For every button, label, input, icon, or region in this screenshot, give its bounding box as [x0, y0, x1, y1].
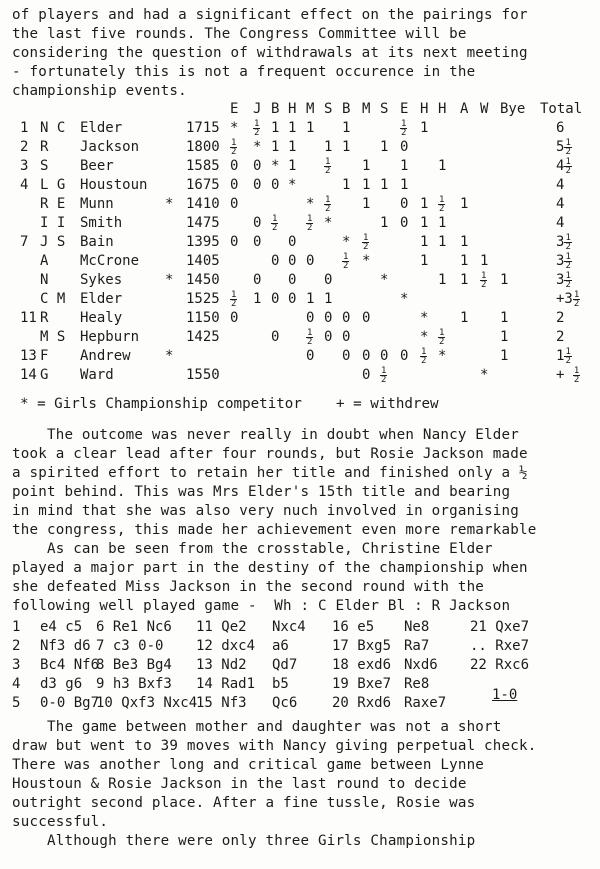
- text-line: a spirited effort to retain her title and finished only a ½: [12, 465, 528, 481]
- crosstable-result: 0: [230, 310, 239, 326]
- crosstable-result: $\frac{1}{2}$: [363, 232, 369, 252]
- move-cell: 13 Nd2: [196, 657, 247, 673]
- crosstable-initials: R: [40, 139, 49, 155]
- crosstable-result: 0: [324, 329, 333, 345]
- crosstable-initials: M S: [40, 329, 66, 345]
- crosstable-star: *: [165, 348, 174, 364]
- crosstable-result: 1: [480, 253, 489, 269]
- crosstable-result: 1: [500, 310, 509, 326]
- crosstable-result: 1: [288, 120, 297, 136]
- crosstable-result: 1: [420, 120, 429, 136]
- text-line: in mind that she was also very nuch involved in organising: [12, 503, 520, 519]
- crosstable-result: 0: [230, 177, 239, 193]
- crosstable-name: McCrone: [80, 253, 140, 269]
- crosstable-place: 11: [20, 310, 37, 326]
- crosstable-rating: 1675: [186, 177, 220, 193]
- crosstable-total: +3 $\frac{1}{2}$: [556, 289, 580, 309]
- text-line: outright second place. After a fine tussle, Rosie was: [12, 795, 476, 811]
- crosstable-result: 1: [438, 234, 447, 250]
- crosstable-result: *: [400, 291, 409, 307]
- move-cell: 9 h3 Bxf3: [96, 676, 172, 692]
- crosstable-result: 0: [380, 348, 389, 364]
- text-line: following well played game - Wh : C Elder Bl : R Jackson: [12, 598, 511, 614]
- move-cell: 17 Bxg5: [332, 638, 392, 654]
- text-line: The outcome was never really in doubt when Nancy Elder: [12, 427, 520, 443]
- crosstable-name: Jackson: [80, 139, 140, 155]
- crosstable-rating: 1410: [186, 196, 220, 212]
- text-line: the last five rounds. The Congress Committee will be: [12, 26, 467, 42]
- text-line: of players and had a significant effect on the pairings for: [12, 7, 528, 23]
- crosstable-result: 0: [342, 348, 351, 364]
- intro-paragraph: [12, 6, 592, 101]
- crosstable-result: 0: [288, 272, 297, 288]
- crosstable-result: 1: [362, 177, 371, 193]
- move-cell: a6: [272, 638, 289, 654]
- crosstable-header: A: [460, 101, 469, 117]
- crosstable-result: 0: [288, 234, 297, 250]
- crosstable-name: Houstoun: [80, 177, 148, 193]
- crosstable-result: 0: [253, 158, 262, 174]
- crosstable-rating: 1800: [186, 139, 220, 155]
- crosstable-name: Munn: [80, 196, 114, 212]
- crosstable-result: 1: [253, 291, 262, 307]
- crosstable-result: $\frac{1}{2}$: [401, 118, 407, 138]
- move-cell: 2: [12, 638, 21, 654]
- crosstable-result: 1: [460, 234, 469, 250]
- crosstable-result: *: [230, 120, 239, 136]
- crosstable-result: 0: [306, 310, 315, 326]
- crosstable-place: 3: [20, 158, 29, 174]
- crosstable-initials: R E: [40, 196, 66, 212]
- crosstable-result: *: [324, 215, 333, 231]
- crosstable-total: 5 $\frac{1}{2}$: [556, 137, 571, 157]
- crosstable-initials: R: [40, 310, 49, 326]
- crosstable-total: 1 $\frac{1}{2}$: [556, 346, 571, 366]
- crosstable-initials: G: [40, 367, 49, 383]
- crosstable-result: 0: [271, 291, 280, 307]
- move-cell: d3 g6: [40, 676, 83, 692]
- crosstable-result: 0: [288, 291, 297, 307]
- crosstable-result: $\frac{1}{2}$: [343, 251, 349, 271]
- crosstable-result: 0: [288, 253, 297, 269]
- crosstable-initials: A: [40, 253, 49, 269]
- move-cell: Ra7: [404, 638, 430, 654]
- crosstable-result: 0: [271, 177, 280, 193]
- crosstable-rating: 1395: [186, 234, 220, 250]
- crosstable-header: B: [342, 101, 351, 117]
- crosstable-total: 2: [556, 329, 565, 345]
- crosstable-result: 1: [500, 329, 509, 345]
- crosstable-header: E: [230, 101, 239, 117]
- crosstable-name: Bain: [80, 234, 114, 250]
- crosstable-result: 0: [306, 253, 315, 269]
- crosstable-result: 1: [288, 139, 297, 155]
- crosstable-result: $\frac{1}{2}$: [307, 327, 313, 347]
- crosstable-result: 0: [306, 348, 315, 364]
- crosstable-result: *: [253, 139, 262, 155]
- crosstable-header: H: [438, 101, 447, 117]
- crosstable-result: 0: [400, 139, 409, 155]
- crosstable-result: 1: [342, 139, 351, 155]
- crosstable-rating: 1475: [186, 215, 220, 231]
- crosstable-result: 1: [460, 310, 469, 326]
- crosstable-name: Beer: [80, 158, 114, 174]
- crosstable-total: 6: [556, 120, 565, 136]
- crosstable-place: 14: [20, 367, 37, 383]
- move-cell: Nf3 d6: [40, 638, 91, 654]
- crosstable-result: 1: [500, 348, 509, 364]
- crosstable-total: + $\frac{1}{2}$: [556, 365, 580, 385]
- crosstable-initials: N: [40, 272, 49, 288]
- crosstable-result: 0: [253, 272, 262, 288]
- crosstable-rating: 1150: [186, 310, 220, 326]
- move-cell: b5: [272, 676, 289, 692]
- crosstable-result: 1: [362, 196, 371, 212]
- move-cell: 19 Bxe7: [332, 676, 392, 692]
- crosstable-result: 0: [271, 329, 280, 345]
- move-cell: Raxe7: [404, 695, 447, 711]
- crosstable-result: 1: [500, 272, 509, 288]
- crosstable-legend: * = Girls Championship competitor + = withdrew: [20, 396, 439, 412]
- move-cell: 14 Rad1: [196, 676, 256, 692]
- crosstable-result: 1: [460, 272, 469, 288]
- crosstable-result: 0: [362, 348, 371, 364]
- crosstable-result: 0: [230, 234, 239, 250]
- crosstable-result: 1: [420, 234, 429, 250]
- crosstable-place: 7: [20, 234, 29, 250]
- crosstable-rating: 1585: [186, 158, 220, 174]
- crosstable-name: Elder: [80, 120, 123, 136]
- crosstable-result: 1: [271, 120, 280, 136]
- crosstable-initials: J S: [40, 234, 66, 250]
- game-moves: [0, 618, 600, 718]
- crosstable-total: 4: [556, 177, 565, 193]
- crosstable-result: *: [420, 310, 429, 326]
- crosstable-result: 0: [230, 196, 239, 212]
- crosstable-result: 0: [362, 367, 371, 383]
- crosstable-header: J: [253, 101, 262, 117]
- move-cell: 4: [12, 676, 21, 692]
- crosstable-result: *: [380, 272, 389, 288]
- crosstable-result: 1: [324, 291, 333, 307]
- move-cell: 0-0 Bg7: [40, 695, 100, 711]
- crosstable-place: 1: [20, 120, 29, 136]
- text-line: she defeated Miss Jackson in the second round with the: [12, 579, 485, 595]
- text-line: took a clear lead after four rounds, but Rosie Jackson made: [12, 446, 528, 462]
- crosstable-result: *: [271, 158, 280, 174]
- text-line: As can be seen from the crosstable, Christine Elder: [12, 541, 493, 557]
- move-cell: Re8: [404, 676, 430, 692]
- text-line: the congress, this made her achievement even more remarkable: [12, 522, 537, 538]
- move-cell: 21 Qxe7: [470, 619, 530, 635]
- crosstable: [0, 100, 600, 400]
- crosstable-result: *: [342, 234, 351, 250]
- crosstable-result: *: [420, 329, 429, 345]
- crosstable-result: 0: [253, 234, 262, 250]
- crosstable-result: $\frac{1}{2}$: [272, 213, 278, 233]
- crosstable-total: 4: [556, 196, 565, 212]
- crosstable-result: 0: [362, 310, 371, 326]
- crosstable-result: 1: [420, 253, 429, 269]
- crosstable-result: 1: [342, 120, 351, 136]
- crosstable-result: 0: [342, 329, 351, 345]
- crosstable-star: *: [165, 272, 174, 288]
- crosstable-total: 4: [556, 215, 565, 231]
- crosstable-result: 1: [438, 215, 447, 231]
- crosstable-result: 1: [380, 215, 389, 231]
- crosstable-result: 1: [400, 177, 409, 193]
- crosstable-header: S: [380, 101, 389, 117]
- crosstable-result: 0: [253, 215, 262, 231]
- crosstable-result: 1: [342, 177, 351, 193]
- crosstable-result: *: [480, 367, 489, 383]
- crosstable-result: 1: [288, 158, 297, 174]
- crosstable-header: W: [480, 101, 489, 117]
- crosstable-rating: 1715: [186, 120, 220, 136]
- text-line: point behind. This was Mrs Elder's 15th title and bearing: [12, 484, 511, 500]
- crosstable-place: 4: [20, 177, 29, 193]
- crosstable-result: *: [306, 196, 315, 212]
- crosstable-result: $\frac{1}{2}$: [231, 137, 237, 157]
- crosstable-result: $\frac{1}{2}$: [481, 270, 487, 290]
- crosstable-result: 1: [362, 158, 371, 174]
- crosstable-result: 1: [460, 196, 469, 212]
- move-cell: 10 Qxf3 Nxc4: [96, 695, 198, 711]
- text-line: The game between mother and daughter was not a short: [12, 719, 502, 735]
- crosstable-total: 2: [556, 310, 565, 326]
- crosstable-result: 1: [380, 139, 389, 155]
- crosstable-name: Andrew: [80, 348, 131, 364]
- crosstable-total: 3 $\frac{1}{2}$: [556, 270, 571, 290]
- move-cell: .. Rxe7: [470, 638, 530, 654]
- crosstable-result: 0: [400, 196, 409, 212]
- crosstable-rating: 1425: [186, 329, 220, 345]
- move-cell: Qd7: [272, 657, 298, 673]
- crosstable-name: Ward: [80, 367, 114, 383]
- text-line: Houstoun & Rosie Jackson in the last round to decide: [12, 776, 467, 792]
- text-line: Although there were only three Girls Championship: [12, 833, 476, 849]
- move-cell: 22 Rxc6: [470, 657, 530, 673]
- crosstable-place: 2: [20, 139, 29, 155]
- report-paragraph: [12, 426, 592, 616]
- crosstable-initials: F: [40, 348, 49, 364]
- crosstable-header: S: [324, 101, 333, 117]
- crosstable-result: 0: [324, 310, 333, 326]
- crosstable-result: 0: [271, 253, 280, 269]
- crosstable-result: 1: [324, 139, 333, 155]
- move-cell: 5: [12, 695, 21, 711]
- crosstable-total: 3 $\frac{1}{2}$: [556, 232, 571, 252]
- text-line: There was another long and critical game between Lynne: [12, 757, 485, 773]
- game-result: 1-0: [492, 687, 518, 703]
- crosstable-place: 13: [20, 348, 37, 364]
- crosstable-header: H: [420, 101, 429, 117]
- move-cell: 6 Re1 Nc6: [96, 619, 172, 635]
- crosstable-result: $\frac{1}{2}$: [325, 156, 331, 176]
- move-cell: Nxc4: [272, 619, 306, 635]
- move-cell: Nxd6: [404, 657, 438, 673]
- move-cell: 20 Rxd6: [332, 695, 392, 711]
- crosstable-result: *: [438, 348, 447, 364]
- crosstable-header: H: [288, 101, 297, 117]
- crosstable-result: 0: [230, 158, 239, 174]
- crosstable-rating: 1525: [186, 291, 220, 307]
- move-cell: 8 Be3 Bg4: [96, 657, 172, 673]
- crosstable-result: 1: [306, 291, 315, 307]
- crosstable-result: 0: [400, 348, 409, 364]
- move-cell: 18 exd6: [332, 657, 392, 673]
- crosstable-result: $\frac{1}{2}$: [381, 365, 387, 385]
- text-line: championship events.: [12, 83, 187, 99]
- move-cell: 15 Nf3: [196, 695, 247, 711]
- text-line: considering the question of withdrawals at its next meeting: [12, 45, 528, 61]
- crosstable-result: 1: [420, 215, 429, 231]
- text-line: - fortunately this is not a frequent occurence in the: [12, 64, 476, 80]
- crosstable-result: 1: [460, 253, 469, 269]
- crosstable-result: 1: [271, 139, 280, 155]
- move-cell: 3: [12, 657, 21, 673]
- crosstable-header: Bye: [500, 101, 526, 117]
- move-cell: 1: [12, 619, 21, 635]
- move-cell: Qc6: [272, 695, 298, 711]
- crosstable-initials: N C: [40, 120, 66, 136]
- crosstable-star: *: [165, 196, 174, 212]
- crosstable-result: 1: [438, 158, 447, 174]
- crosstable-result: 0: [400, 215, 409, 231]
- move-cell: Bc4 Nf6: [40, 657, 100, 673]
- crosstable-result: 1: [380, 177, 389, 193]
- text-line: played a major part in the destiny of the championship when: [12, 560, 528, 576]
- move-cell: Ne8: [404, 619, 430, 635]
- crosstable-result: 1: [438, 272, 447, 288]
- crosstable-name: Smith: [80, 215, 123, 231]
- text-line: successful.: [12, 814, 109, 830]
- crosstable-total: 3 $\frac{1}{2}$: [556, 251, 571, 271]
- crosstable-result: $\frac{1}{2}$: [421, 346, 427, 366]
- crosstable-result: 0: [324, 272, 333, 288]
- report-paragraph-continued: [12, 718, 592, 851]
- crosstable-result: $\frac{1}{2}$: [325, 194, 331, 214]
- crosstable-result: 0: [342, 310, 351, 326]
- move-cell: 12 dxc4: [196, 638, 256, 654]
- crosstable-total: 4 $\frac{1}{2}$: [556, 156, 571, 176]
- crosstable-name: Hepburn: [80, 329, 140, 345]
- crosstable-result: 1: [420, 196, 429, 212]
- move-cell: 11 Qe2: [196, 619, 247, 635]
- crosstable-initials: I I: [40, 215, 66, 231]
- crosstable-rating: 1405: [186, 253, 220, 269]
- crosstable-initials: S: [40, 158, 49, 174]
- crosstable-rating: 1550: [186, 367, 220, 383]
- crosstable-result: $\frac{1}{2}$: [439, 194, 445, 214]
- move-cell: 16 e5: [332, 619, 375, 635]
- move-cell: 7 c3 0-0: [96, 638, 164, 654]
- crosstable-result: $\frac{1}{2}$: [439, 327, 445, 347]
- crosstable-header: M: [362, 101, 371, 117]
- crosstable-initials: L G: [40, 177, 66, 193]
- crosstable-result: *: [362, 253, 371, 269]
- text-line: draw but went to 39 moves with Nancy giving perpetual check.: [12, 738, 537, 754]
- crosstable-header: M: [306, 101, 315, 117]
- crosstable-result: 0: [253, 177, 262, 193]
- crosstable-result: 1: [400, 158, 409, 174]
- crosstable-header: E: [400, 101, 409, 117]
- crosstable-result: $\frac{1}{2}$: [231, 289, 237, 309]
- crosstable-result: $\frac{1}{2}$: [307, 213, 313, 233]
- crosstable-initials: C M: [40, 291, 66, 307]
- crosstable-result: *: [288, 177, 297, 193]
- crosstable-name: Healy: [80, 310, 123, 326]
- crosstable-result: 1: [306, 120, 315, 136]
- crosstable-result: $\frac{1}{2}$: [254, 118, 260, 138]
- crosstable-name: Sykes: [80, 272, 123, 288]
- crosstable-name: Elder: [80, 291, 123, 307]
- crosstable-header: Total: [540, 101, 583, 117]
- move-cell: e4 c5: [40, 619, 83, 635]
- crosstable-header: B: [271, 101, 280, 117]
- crosstable-rating: 1450: [186, 272, 220, 288]
